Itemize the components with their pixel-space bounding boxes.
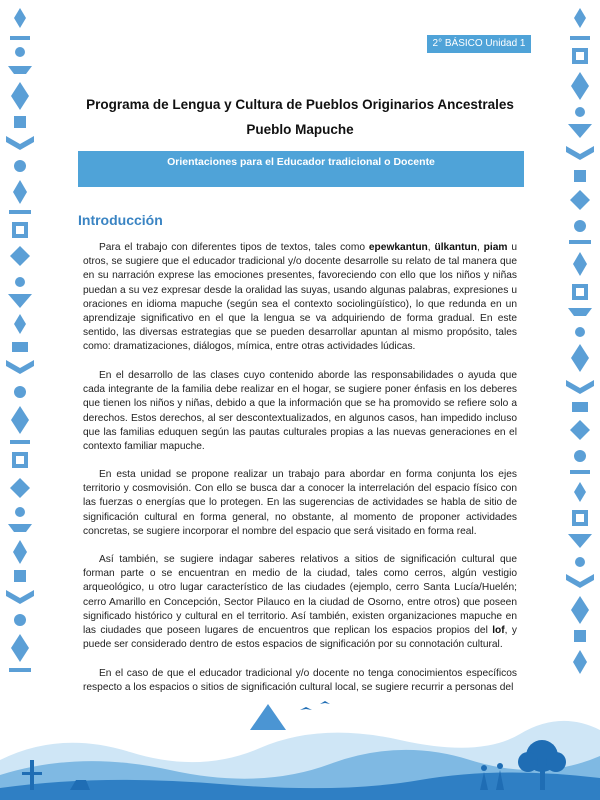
paragraph-2 [83, 369, 517, 454]
term-epewkantun: epewkantun [368, 242, 428, 253]
term-ulkantun: ülkantun [434, 242, 477, 253]
grade-unit-badge: 2° BÁSICO Unidad 1 [427, 35, 531, 53]
term-piam: piam [483, 242, 508, 253]
volcano-icon [250, 704, 286, 730]
document-title: Programa de Lengua y Cultura de Pueblos Originarios Ancestrales [86, 97, 514, 112]
term-lof: lof [492, 625, 505, 637]
p1-text-1: Para el trabajo con diferentes tipos de textos, tales como [99, 242, 369, 253]
right-ornament-border [560, 0, 600, 800]
paragraph-1 [83, 241, 517, 355]
p4-text-2: , y puede ser considerado dentro de estos espacios de significación por su connotación cultural. [83, 625, 517, 651]
document-subtitle: Pueblo Mapuche [246, 122, 354, 137]
paragraph-4 [83, 553, 517, 652]
p1-text-4: u otros, se sugiere que el educador tradicional y/o docente desarrolle su relato de tal manera que en su narración exprese las emociones presentes, favoreciendo con ello que los niños y niñas puedan a su vez expresar desde la oralidad las suyas, usando algunas palabras, expresiones u oraciones en idioma mapuche (según sea el contexto sociolingüístico), lo que redunda en un aprendizaje significativo en el que la lengua se va adquiriendo de forma gradual. En este sentido, las diversas estrategias que se pueden desarrollar apuntan al mismo propósito, tales como: dramatizaciones, diálogos, mímica, entre otras actividades lúdicas. [83, 242, 517, 353]
paragraph-3 [83, 468, 517, 539]
landscape-illustration [0, 690, 600, 800]
p4-text-1: Así también, se sugiere indagar saberes relativos a sitios de significación cultural que forman parte o se encuentran en medio de la ciudad, tales como cerros, algún vestigio arqueológico, u otro lugar característico de las ciudades (ejemplo, cerro Santa Lucía/Huelén; cerro Amarillo en Concepción, Sector Pilauco en la ciudad de Osorno, entre otros) que poseen significado histórico y cultural en el territorio. Así también, existen organizaciones mapuche en las ciudades que poseen lugares de encuentros que replican los espacios propios del [83, 554, 517, 637]
p3-text: En esta unidad se propone realizar un trabajo para abordar en forma conjunta los ejes territorio y cosmovisión. Con ello se busca dar a conocer la interrelación del espacio físico con las fuerzas o energías que lo protegen. En las sugerencias de actividades se habla de sitio de significación cultural en forma general, no obstante, al momento de proponer actividades concretas, se sugiere incorporar el nombre del espacio que será visitado en forma real. [83, 469, 517, 537]
p2-text: En el desarrollo de las clases cuyo contenido aborde las responsabilidades o ayuda que cada integrante de la familia debe realizar en el hogar, se sugiere poner énfasis en los deberes que tienen los niños y niñas, debido a que la información que se ha promovido se refiere solo a derechos. Estos derechos, al ser descontextualizados, en algunos casos, han impedido incluso que las familias eduquen según las pautas culturales propias a las nuevas generaciones en el contexto familiar mapuche. [83, 370, 517, 453]
section-heading: Introducción [78, 212, 163, 228]
p1-text-2: , [427, 242, 435, 253]
left-ornament-border [0, 0, 40, 800]
p5-text: En el caso de que el educador tradicional y/o docente no tenga conocimientos específicos respecto a los espacios o sitios de significación cultural local, se sugiere recurrir a personas del [83, 668, 517, 694]
section-banner: Orientaciones para el Educador tradicional o Docente [78, 151, 524, 187]
p1-text-3: , [476, 242, 484, 253]
